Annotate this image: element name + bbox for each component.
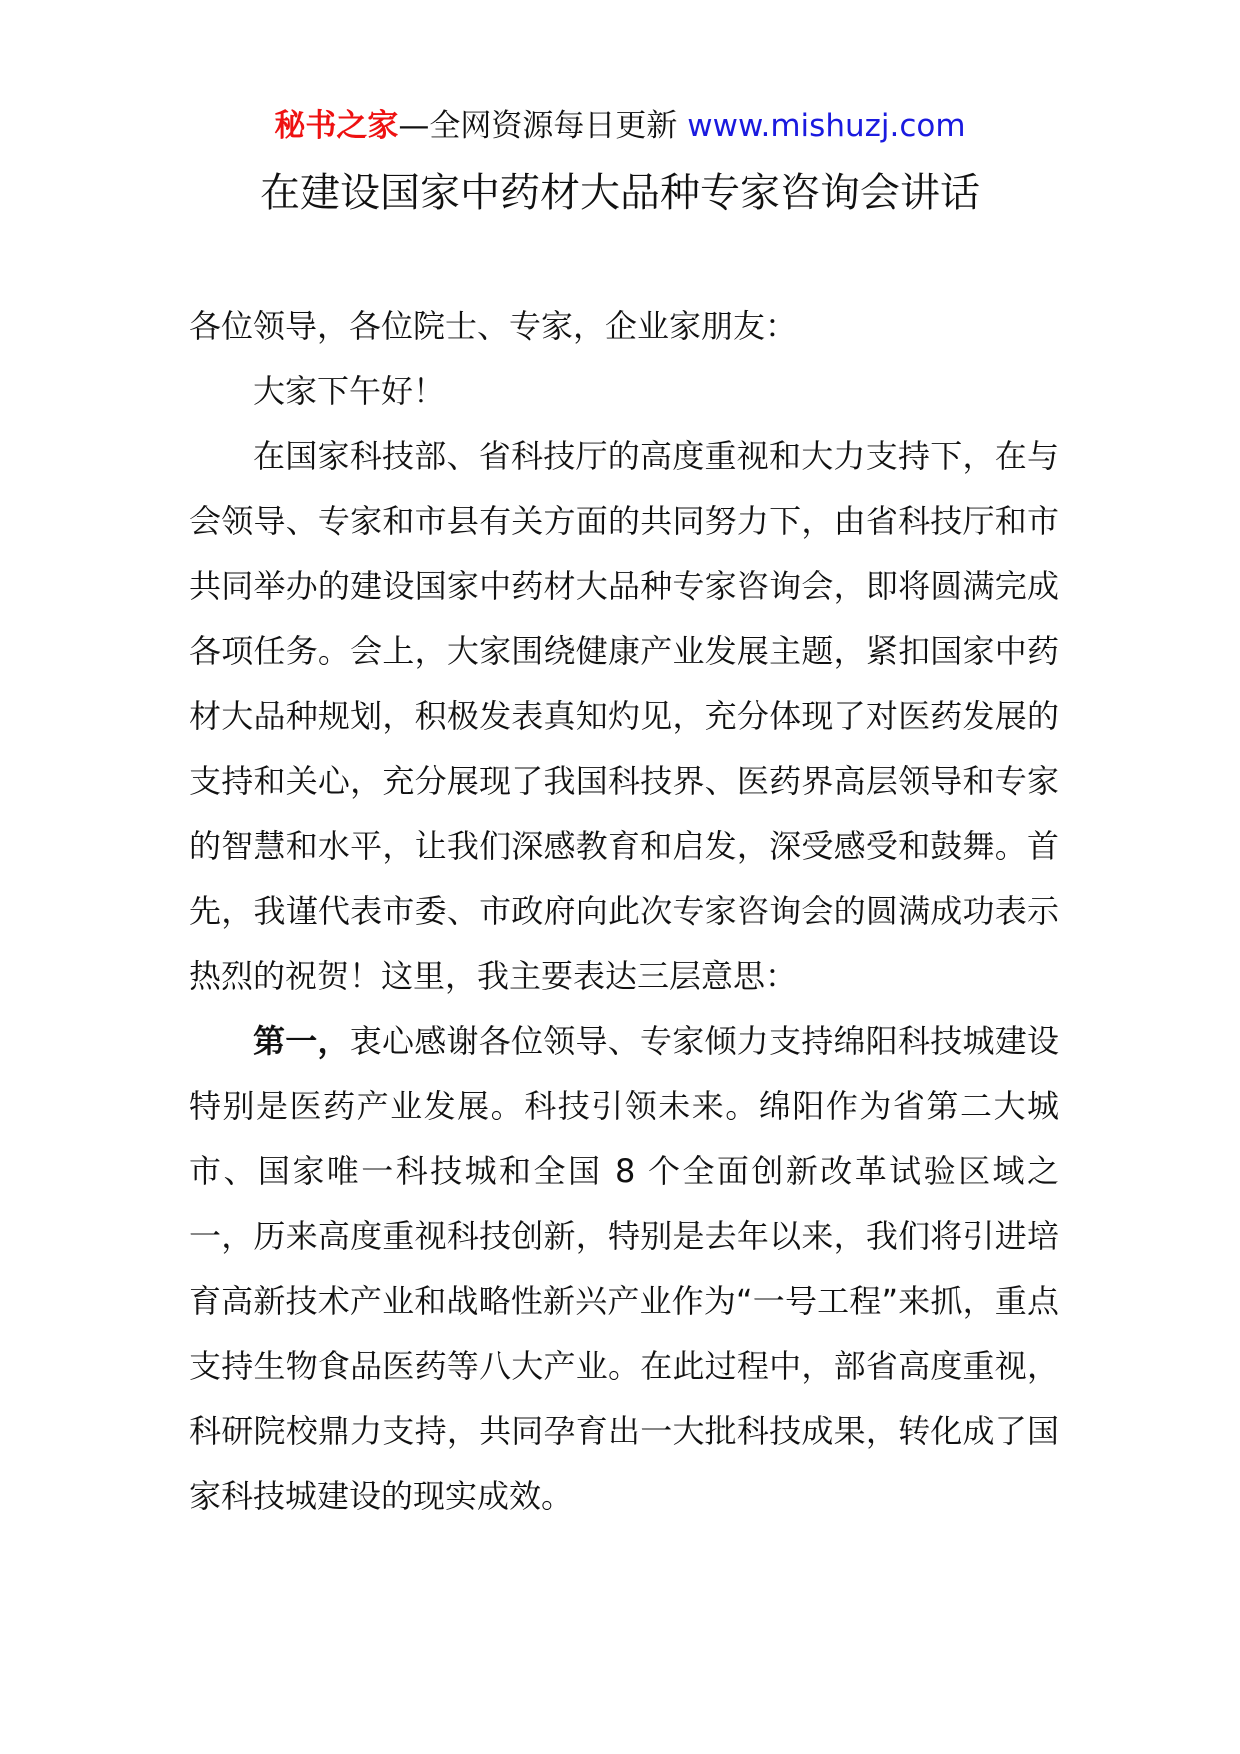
paragraph-2 [189, 1009, 1059, 1529]
site-header [0, 104, 1240, 148]
paragraph-2-text: 衷心感谢各位领导、专家倾力支持绵阳科技城建设特别是医药产业发展。科技引领未来。绵阳作为省第二大城市、国家唯一科技城和全国 8 个全面创新改革试验区域之一，历来高度重视科技创新，特别是去年以来，我们将引进培育高新技术产业和战略性新兴产业作为“一号工程”来抓，重点支持生物食品医药等八大产业。在此过程中，部省高度重视，科研院校鼎力支持，共同孕育出一大批科技成果，转化成了国家科技城建设的现实成效。 [189, 1022, 1059, 1515]
brand-name: 秘书之家 [274, 108, 399, 144]
document-body [189, 294, 1059, 1529]
site-url-link[interactable]: www.mishuzj.com [687, 108, 966, 144]
paragraph-2-lead: 第一， [253, 1022, 350, 1060]
paragraph-1: 在国家科技部、省科技厅的高度重视和大力支持下，在与会领导、专家和市县有关方面的共同努力下，由省科技厅和市共同举办的建设国家中药材大品种专家咨询会，即将圆满完成各项任务。会上，大家围绕健康产业发展主题，紧扣国家中药材大品种规划，积极发表真知灼见，充分体现了对医药发展的支持和关心，充分展现了我国科技界、医药界高层领导和专家的智慧和水平，让我们深感教育和启发，深受感受和鼓舞。首先，我谨代表市委、市政府向此次专家咨询会的圆满成功表示热烈的祝贺！这里，我主要表达三层意思： [189, 437, 1059, 995]
header-tagline: —全网资源每日更新 [398, 108, 688, 144]
greeting: 大家下午好！ [253, 372, 446, 410]
salutation: 各位领导，各位院士、专家，企业家朋友： [189, 307, 798, 345]
document-title: 在建设国家中药材大品种专家咨询会讲话 [260, 170, 980, 216]
